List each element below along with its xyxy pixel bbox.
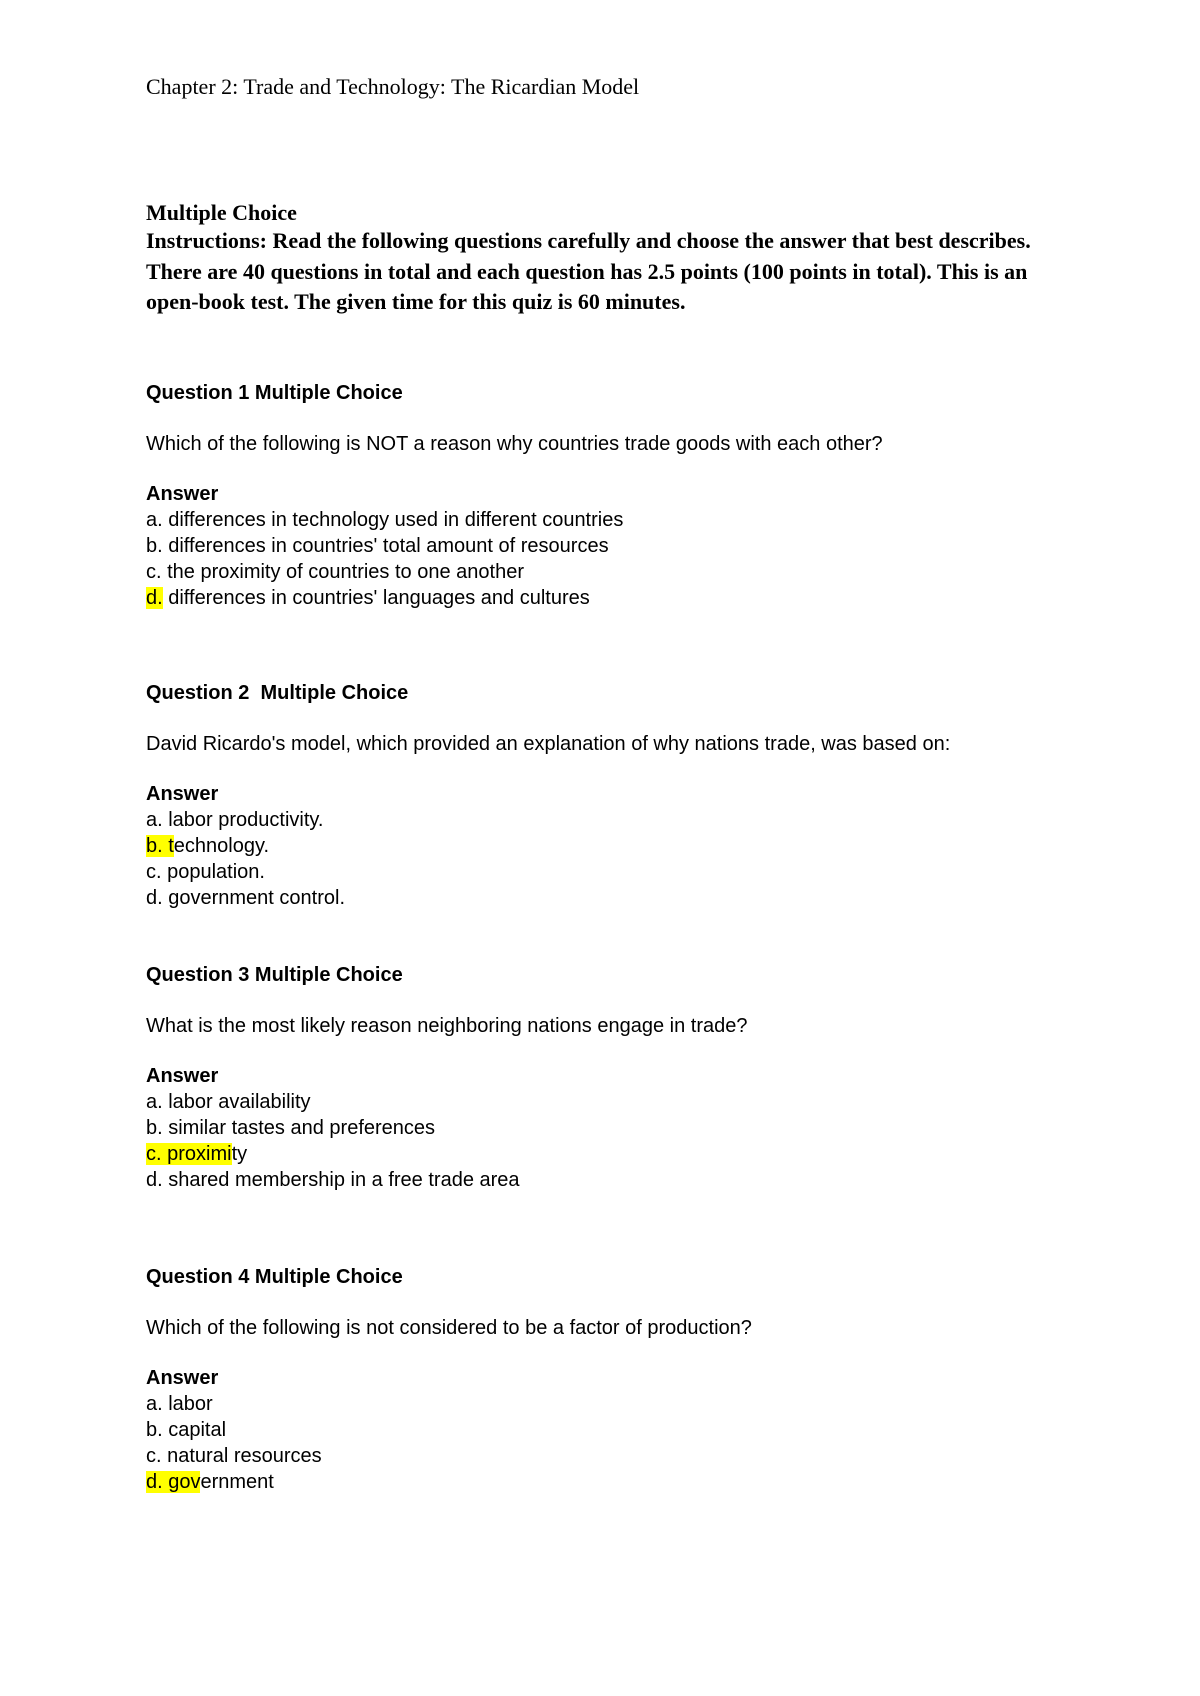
question-text: Which of the following is NOT a reason why countries trade goods with each other? <box>146 433 883 455</box>
question-4 <box>146 1264 1076 1495</box>
question-text: What is the most likely reason neighboring nations engage in trade? <box>146 1015 748 1037</box>
question-heading: Question 2 Multiple Choice <box>146 682 409 704</box>
answer-option-text: differences in countries' languages and cultures <box>162 587 590 609</box>
answer-option-text: ernment <box>200 1471 274 1493</box>
answer-option-text: echnology. <box>173 835 270 857</box>
answer-option-d <box>146 1167 1076 1193</box>
answer-highlight: d. <box>146 587 163 609</box>
answer-label: Answer <box>146 1065 219 1087</box>
answer-option-a <box>146 807 1076 833</box>
answer-label: Answer <box>146 1367 219 1389</box>
answer-option-b <box>146 1115 1076 1141</box>
answer-option-text: b. similar tastes and preferences <box>146 1117 436 1139</box>
question-1 <box>146 380 1076 611</box>
answer-option-text: ty <box>231 1143 248 1165</box>
answer-option-text: a. differences in technology used in different countries <box>146 509 624 531</box>
answer-option-text: b. differences in countries' total amount of resources <box>146 535 609 557</box>
chapter-title: Chapter 2: Trade and Technology: The Ricardian Model <box>146 74 640 99</box>
answer-highlight: d. gov <box>146 1471 201 1493</box>
answer-option-a <box>146 507 1076 533</box>
answer-option-text: d. government control. <box>146 887 345 909</box>
answer-option-c <box>146 1141 1076 1167</box>
answer-option-text: a. labor availability <box>146 1091 311 1113</box>
question-text: Which of the following is not considered to be a factor of production? <box>146 1317 752 1339</box>
answer-highlight: b. t <box>146 835 174 857</box>
answer-option-c <box>146 559 1076 585</box>
answer-option-b <box>146 833 1076 859</box>
answer-option-b <box>146 533 1076 559</box>
answer-option-text: a. labor productivity. <box>146 809 324 831</box>
section-title: Multiple Choice <box>146 200 297 225</box>
answer-highlight: c. proximi <box>146 1143 232 1165</box>
answer-option-text: a. labor <box>146 1393 213 1415</box>
question-heading: Question 3 Multiple Choice <box>146 964 403 986</box>
instructions-paragraph: Instructions: Read the following questions carefully and choose the answer that best describes. There are 40 questions in total and each question has 2.5 points (100 points in total). This is an open-book test. The given time for this quiz is 60 minutes. <box>146 228 1031 314</box>
question-3 <box>146 962 1076 1193</box>
answer-option-d <box>146 1469 1076 1495</box>
answer-option-d <box>146 585 1076 611</box>
question-heading: Question 1 Multiple Choice <box>146 382 403 404</box>
answer-option-b <box>146 1417 1076 1443</box>
answer-option-text: c. natural resources <box>146 1445 322 1467</box>
answer-option-a <box>146 1089 1076 1115</box>
question-2 <box>146 680 1076 911</box>
answer-option-text: b. capital <box>146 1419 227 1441</box>
answer-option-d <box>146 885 1076 911</box>
question-text: David Ricardo's model, which provided an explanation of why nations trade, was based on: <box>146 733 951 755</box>
answer-option-text: d. shared membership in a free trade area <box>146 1169 520 1191</box>
answer-option-c <box>146 859 1076 885</box>
answer-option-a <box>146 1391 1076 1417</box>
answer-option-text: c. population. <box>146 861 265 883</box>
answer-label: Answer <box>146 483 219 505</box>
answer-option-c <box>146 1443 1076 1469</box>
answer-label: Answer <box>146 783 219 805</box>
question-heading: Question 4 Multiple Choice <box>146 1266 403 1288</box>
answer-option-text: c. the proximity of countries to one another <box>146 561 524 583</box>
